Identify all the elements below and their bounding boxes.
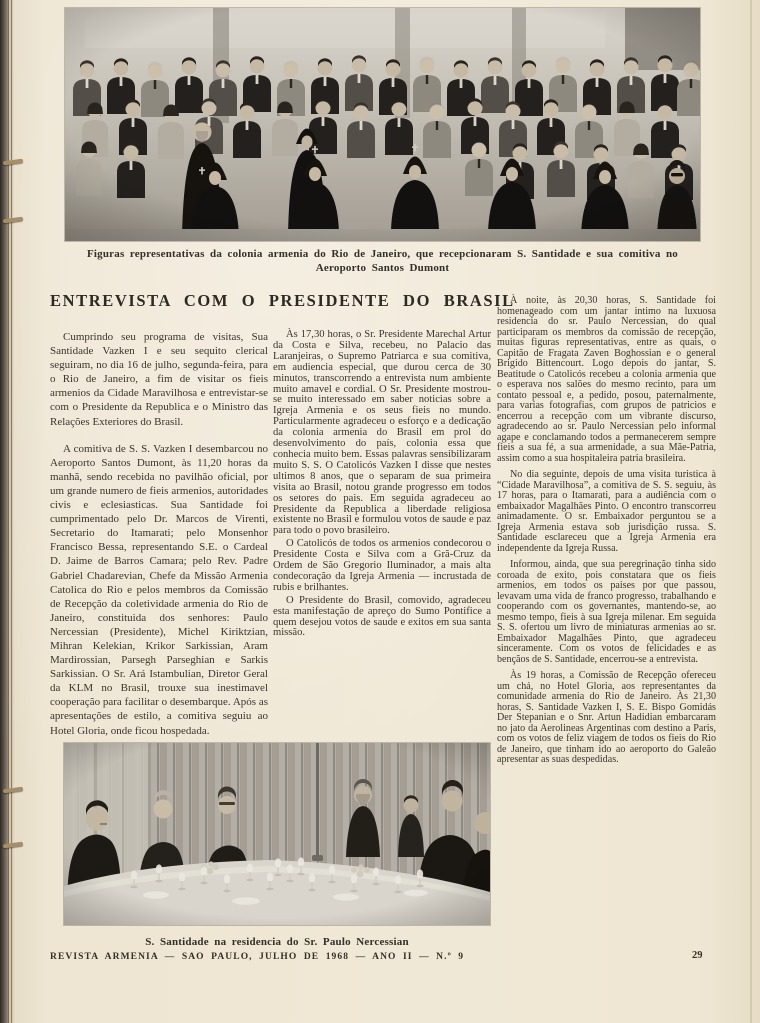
- binding-thread: [9, 0, 11, 1023]
- dinner-photo-illustration: [64, 743, 490, 925]
- paragraph: Informou, ainda, que sua peregrinação tinha sido coroada de exito, pois constatara que os fieis armenios, em todos os paises por que passou, levavam uma vida de franco progresso, trabalhando e cooperando com os governantes, mantendo-se, ao mesmo tempo, fieis à sua Igreja milenar. Em seguida S. S. ofertou um livro de miniaturas armenias ao sr. Embaixador Magalhães Pinto, que agradeceu sinceramente. Com os votos de felicidades e as bençãos de S. Santidade, encerrou-se a entrevista.: [497, 559, 716, 665]
- bottom-photo: [64, 743, 490, 925]
- bottom-photo-caption: S. Santidade na residencia do Sr. Paulo Nercessian: [145, 936, 409, 948]
- page-number: 29: [692, 950, 703, 961]
- page-binding-edge: [0, 0, 14, 1023]
- paragraph: O Catolicós de todos os armenios condecorou o Presidente Costa e Silva com a Grã-Cruz da Ordem de São Gregorio Iluminador, a mais alta condecoração da Igreja Armenia — incrustada de rubis e brilhantes.: [273, 538, 491, 593]
- article-headline: ENTREVISTA COM O PRESIDENTE DO BRASIL: [50, 291, 515, 310]
- paragraph: O Presidente do Brasil, comovido, agradeceu esta manifestação de apreço do Sumo Pontifice a quem desejou votos de saude e exitos em sua santa missão.: [273, 594, 491, 639]
- page-right-edge: [750, 0, 752, 1023]
- paragraph: Cumprindo seu programa de visitas, Sua Santidade Vazken I e seu sequito clerical seguiram, no dia 16 de julho, segunda-feira, para o Rio de Janeiro, a fim de visitar os fieis armenios da Cidade Maravilhosa e entrevistar-se com o Presidente da Republica e o Ministro das Relações Exteriores do Brasil.: [50, 331, 268, 428]
- group-photo-illustration: [65, 8, 700, 241]
- article-column-1: [50, 330, 268, 738]
- top-photo: [65, 8, 700, 241]
- article-column-2: [273, 330, 491, 639]
- paragraph: A comitiva de S. S. Vazken I desembarcou no Aeroporto Santos Dumont, às 11,20 horas da manhã, sendo recebida no pavilhão oficial, por um grande numero de fieis armenios, autoridades civis e eclesiasticas. Sua Santidade foi cumprimentado pelo Dr. Marcos de Virenti, Secretario do Itamarati; pelo Monsenhor Francisco Bessa, representando S.E. o Cardeal D. Jaime de Barros Camara; pelo Rev. Padre Gabriel Chadarevian, Chefe da Missão Armenia Catolica do Rio e pelos membros da Comissão de Recepção da coletividade armenia do Rio de Janeiro, constituida dos senhores: Paulo Nercessian (Presidente), Michel Kiriktzian, Mihran Kelekian, Krikor Sarkissian, Aram Mardirossian, Parsegh Parseghian e Sarkis Sarkissian. O Sr. Ará Istambulian, Diretor Geral da KLM no Brasil, trouxe sua inestimavel cooperação para facilitar o desembarque. Após as apresentações de estilo, a comitiva seguiu ao Hotel Gloria, onde ficou hospedada.: [50, 442, 268, 737]
- article-column-3: [497, 296, 716, 766]
- paragraph: Às 19 horas, a Comissão de Recepção ofereceu um chá, no Hotel Gloria, aos representantes da comunidade armenia do Rio de Janeiro. Às 21,30 horas, S. Santidade Vazken I, S. E. Bispo Gomidás Der Stepanian e o Snr. Artun Hadidian embarcaram no jato da Aerolineas Argentinas com destino a Paris, com os votos de feliz viagem de todos os fieis do Rio de Janeiro, que tinham ido ao aeroporto do Galeão apresentar as suas despedidas.: [497, 670, 716, 765]
- top-photo-caption: [70, 248, 695, 275]
- paragraph: Às 17,30 horas, o Sr. Presidente Marechal Artur da Costa e Silva, recebeu, no Palacio das Laranjeiras, o Supremo Patriarca e sua comitiva, em audiencia especial, que durou cerca de 30 minutos, transcorrendo a entrevista num ambiente muito amavel e cordial. O Sr. Presidente mostrou-se muito interessado em saber noticias sobre a Igreja Armenia e os seus fieis no mundo. Particularmente agradeceu o esforço e a dedicação da colonia armenia do Brasil em prol do desenvolvimento do país, colonia essa que conhecia muito bem. Essas palavras sensibilizaram muito S. S. O Catolicós Vazken I disse que nestes ultimos 8 anos, que o separam de sua primeira visita ao Brasil, notou grande progresso em todos os setores do pais. Em seguida agradeceu ao Presidente da Republica a liberdade religiosa existente no Brasil e formulou votos de saude e paz para todo o povo brasileiro.: [273, 329, 491, 537]
- paragraph: À noite, às 20,30 horas, S. Santidade foi homenageado com um jantar intimo na luxuosa residencia do sr. Paulo Nercessian, do qual participaram os membros da comissão de recepção, muitas figuras representativas, entre as quais, o Capitão de Fragata Zaven Boghossian e o general Brigido Bittencourt. Logo depois do jantar, S. Beatitude o Catolicós recebeu a colonia armenia que o esperava nos salões do mesmo recinto, para um contato pessoal e, a pedido, posou, paternalmente, para varias fotografias, com grupos de patricios e encerrou a recepção com um vibrante discurso, agradecendo ao sr. Paulo Nercessian pelo informal agape e conclamando todos a permanecerem sempre fieis a sua fé, a sua armenidade, a sua Mãe-Patria, assim como a sua hospitaleira patria brasileira.: [497, 295, 716, 464]
- paragraph: No dia seguinte, depois de uma visita turistica à “Cidade Maravilhosa”, a comitiva de S. S. seguiu, às 17 horas, para o Itamarati, para a audiência com o embaixador Magalhães Pinto. O encontro transcorreu animadamente. O sr. Embaixador perguntou se a Igreja Armenia estava sob jurisdição russa. S. Santidade esclareceu que a Igreja Armenia era independente da Igreja Russa.: [497, 469, 716, 554]
- top-photo-caption-text: Figuras representativas da colonia armenia do Rio de Janeiro, que recepcionaram S. Santidade e sua comitiva no Aeroporto Santos Dumont: [86, 248, 678, 274]
- footer-imprint: REVISTA ARMENIA — SAO PAULO, JULHO DE 1968 — ANO II — N.º 9: [50, 952, 465, 962]
